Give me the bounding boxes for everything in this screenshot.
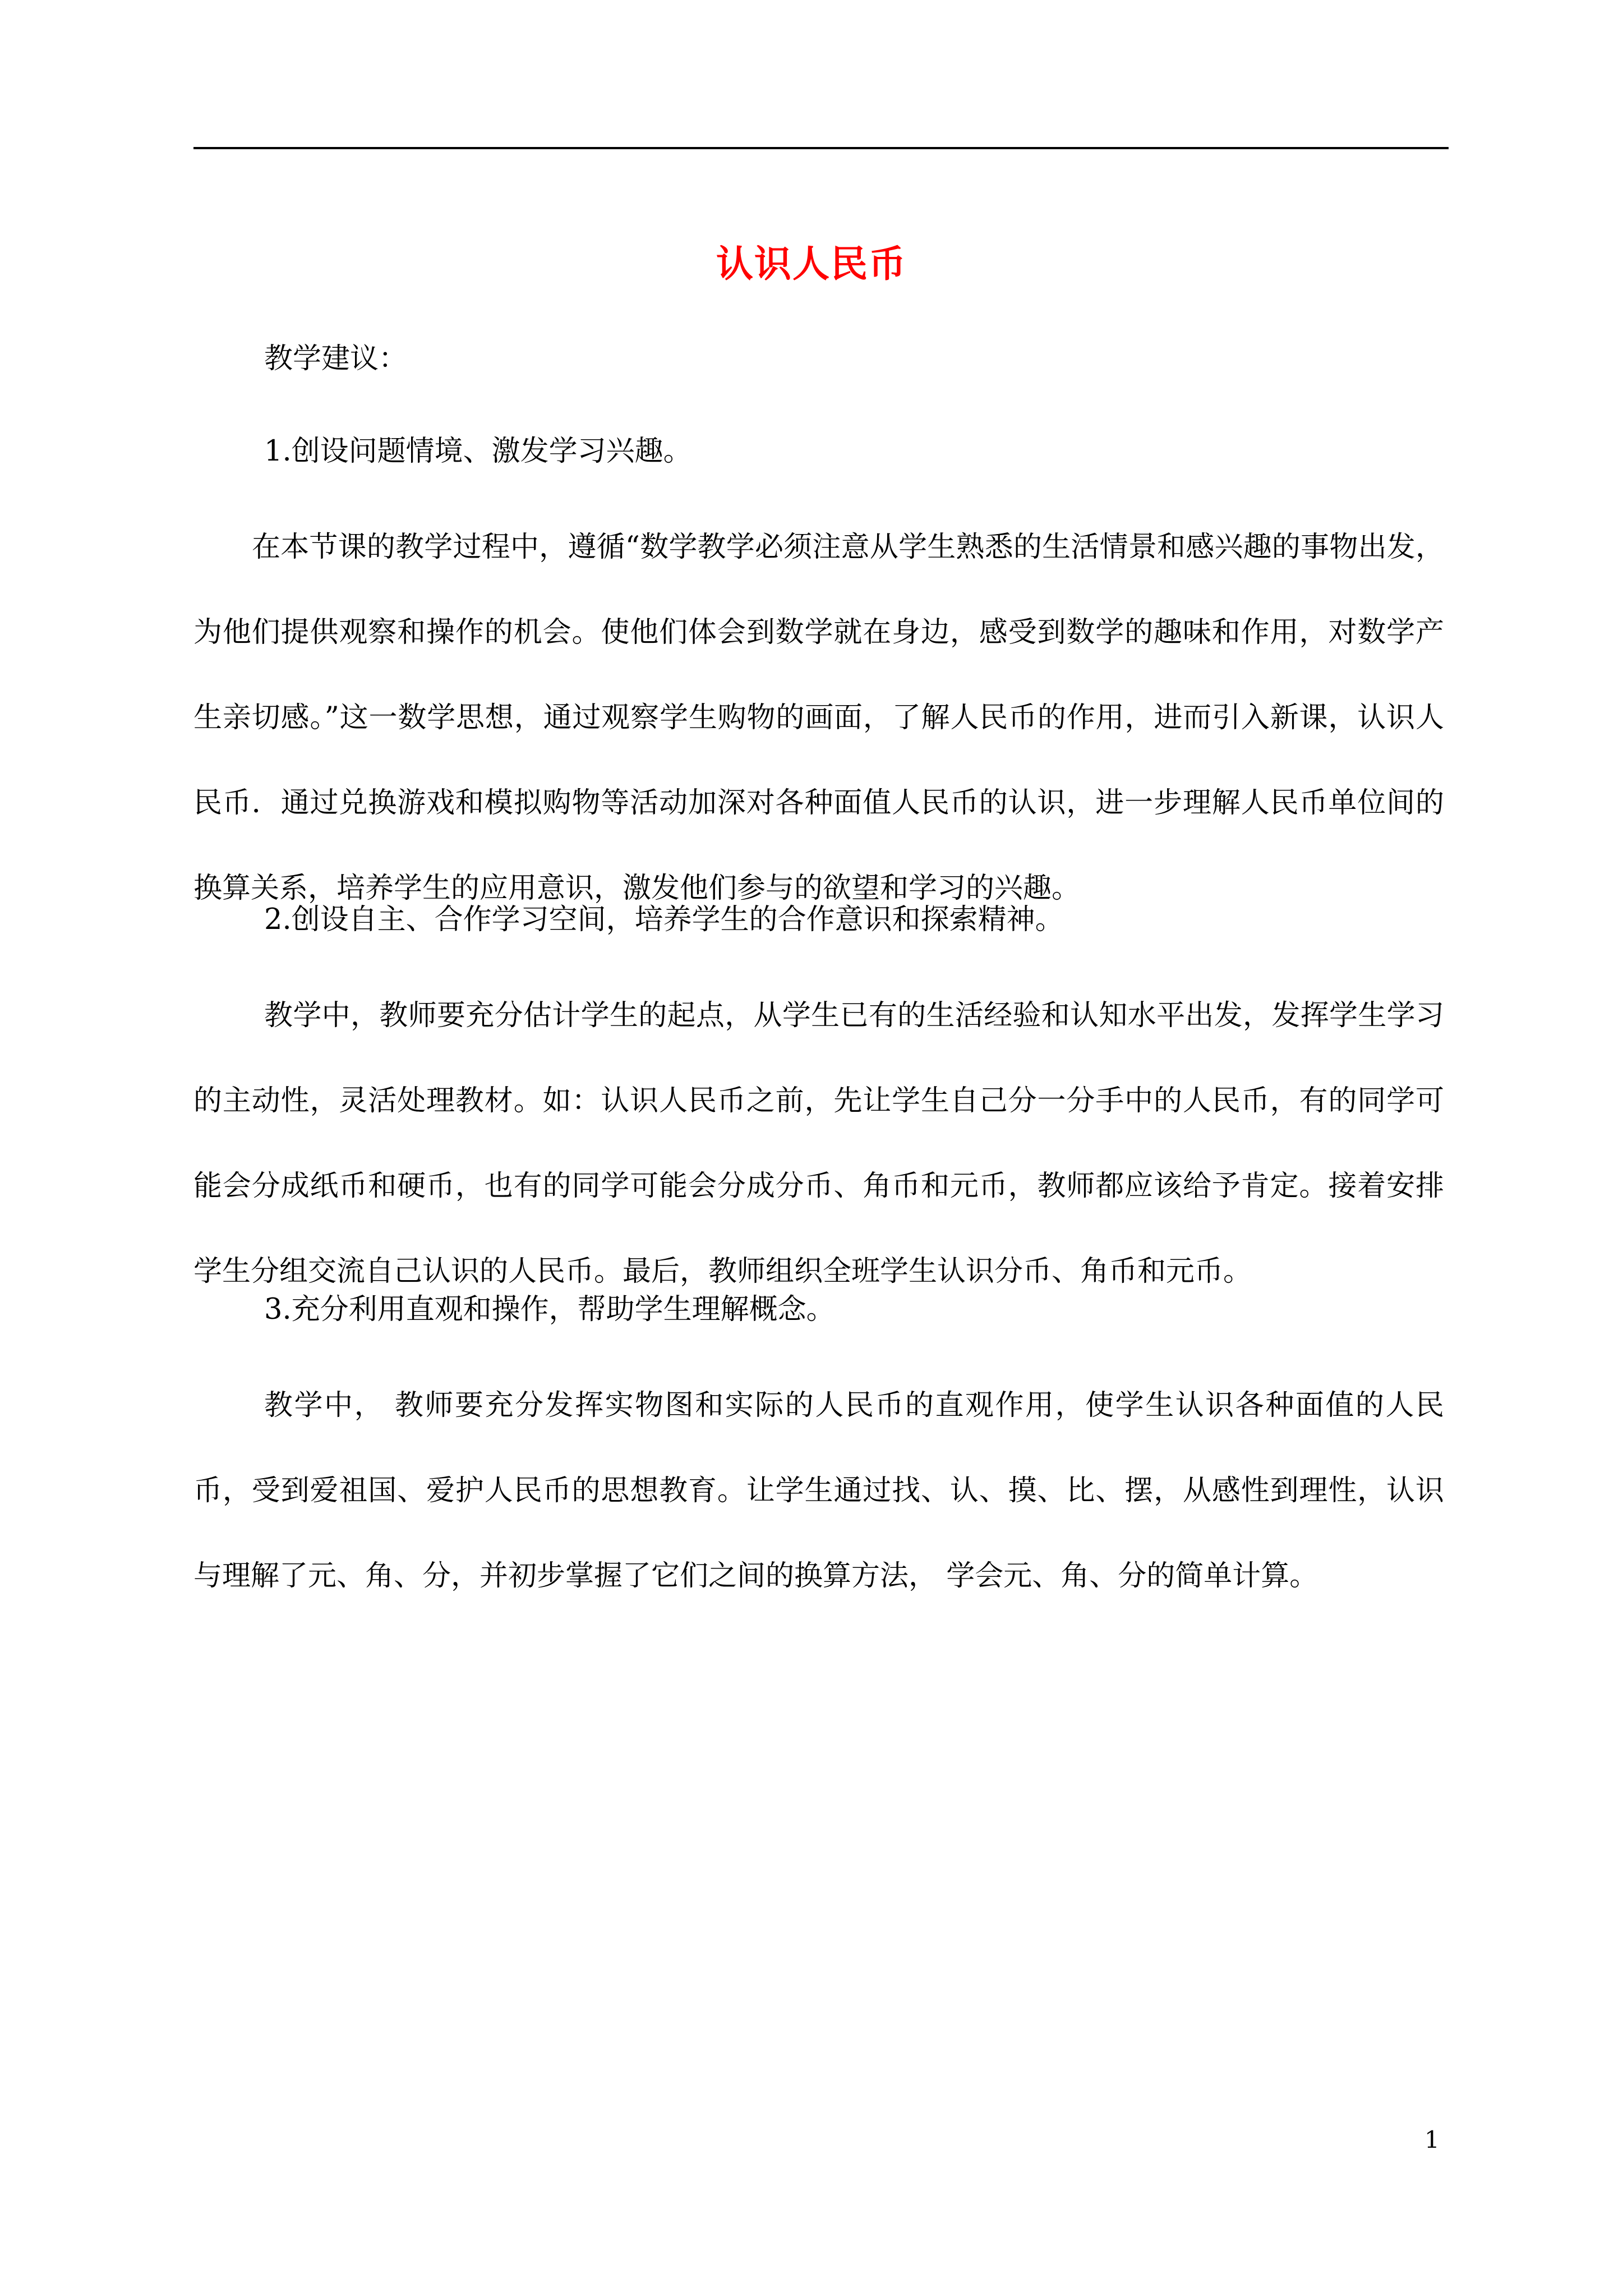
page-title: 认识人民币 — [716, 242, 907, 286]
section-paragraph-1: 在本节课的教学过程中，遵循“数学教学必须注意从学生熟悉的生活情景和感兴趣的事物出发，为他们提供观察和操作的机会。使他们体会到数学就在身边，感受到数学的趣味和作用，对数学产生亲切感。”这一数学思想，通过观察学生购物的画面，了解人民币的作用，进而引入新课，认识人民币．通过兑换游戏和模拟购物等活动加深对各种面值人民币的认识，进一步理解人民币单位间的换算关系，培养学生的应用意识，激发他们参与的欲望和学习的兴趣。 — [193, 531, 1444, 905]
section-paragraph-3: 教学中， 教师要充分发挥实物图和实际的人民币的直观作用，使学生认识各种面值的人民币，受到爱祖国、爱护人民币的思想教育。让学生通过找、认、摸、比、摆，从感性到理性，认识与理解了元、角、分，并初步掌握了它们之间的换算方法， 学会元、角、分的简单计算。 — [193, 1389, 1444, 1593]
section-heading-3: 3.充分利用直观和操作，帮助学生理解概念。 — [264, 1293, 835, 1326]
section-heading-1: 1.创设问题情境、激发学习兴趣。 — [264, 435, 692, 468]
page-number: 1 — [1424, 2126, 1440, 2154]
section-paragraph-2: 教学中，教师要充分估计学生的起点，从学生已有的生活经验和认知水平出发，发挥学生学习的主动性，灵活处理教材。如：认识人民币之前，先让学生自己分一分手中的人民币，有的同学可能会分成纸币和硬币，也有的同学可能会分成分币、角币和元币，教师都应该给予肯定。接着安排学生分组交流自己认识的人民币。最后，教师组织全班学生认识分币、角币和元币。 — [193, 999, 1444, 1288]
section-heading-2: 2.创设自主、合作学习空间，培养学生的合作意识和探索精神。 — [264, 903, 1064, 936]
intro-label: 教学建议： — [264, 342, 408, 375]
header-rule — [193, 147, 1449, 149]
